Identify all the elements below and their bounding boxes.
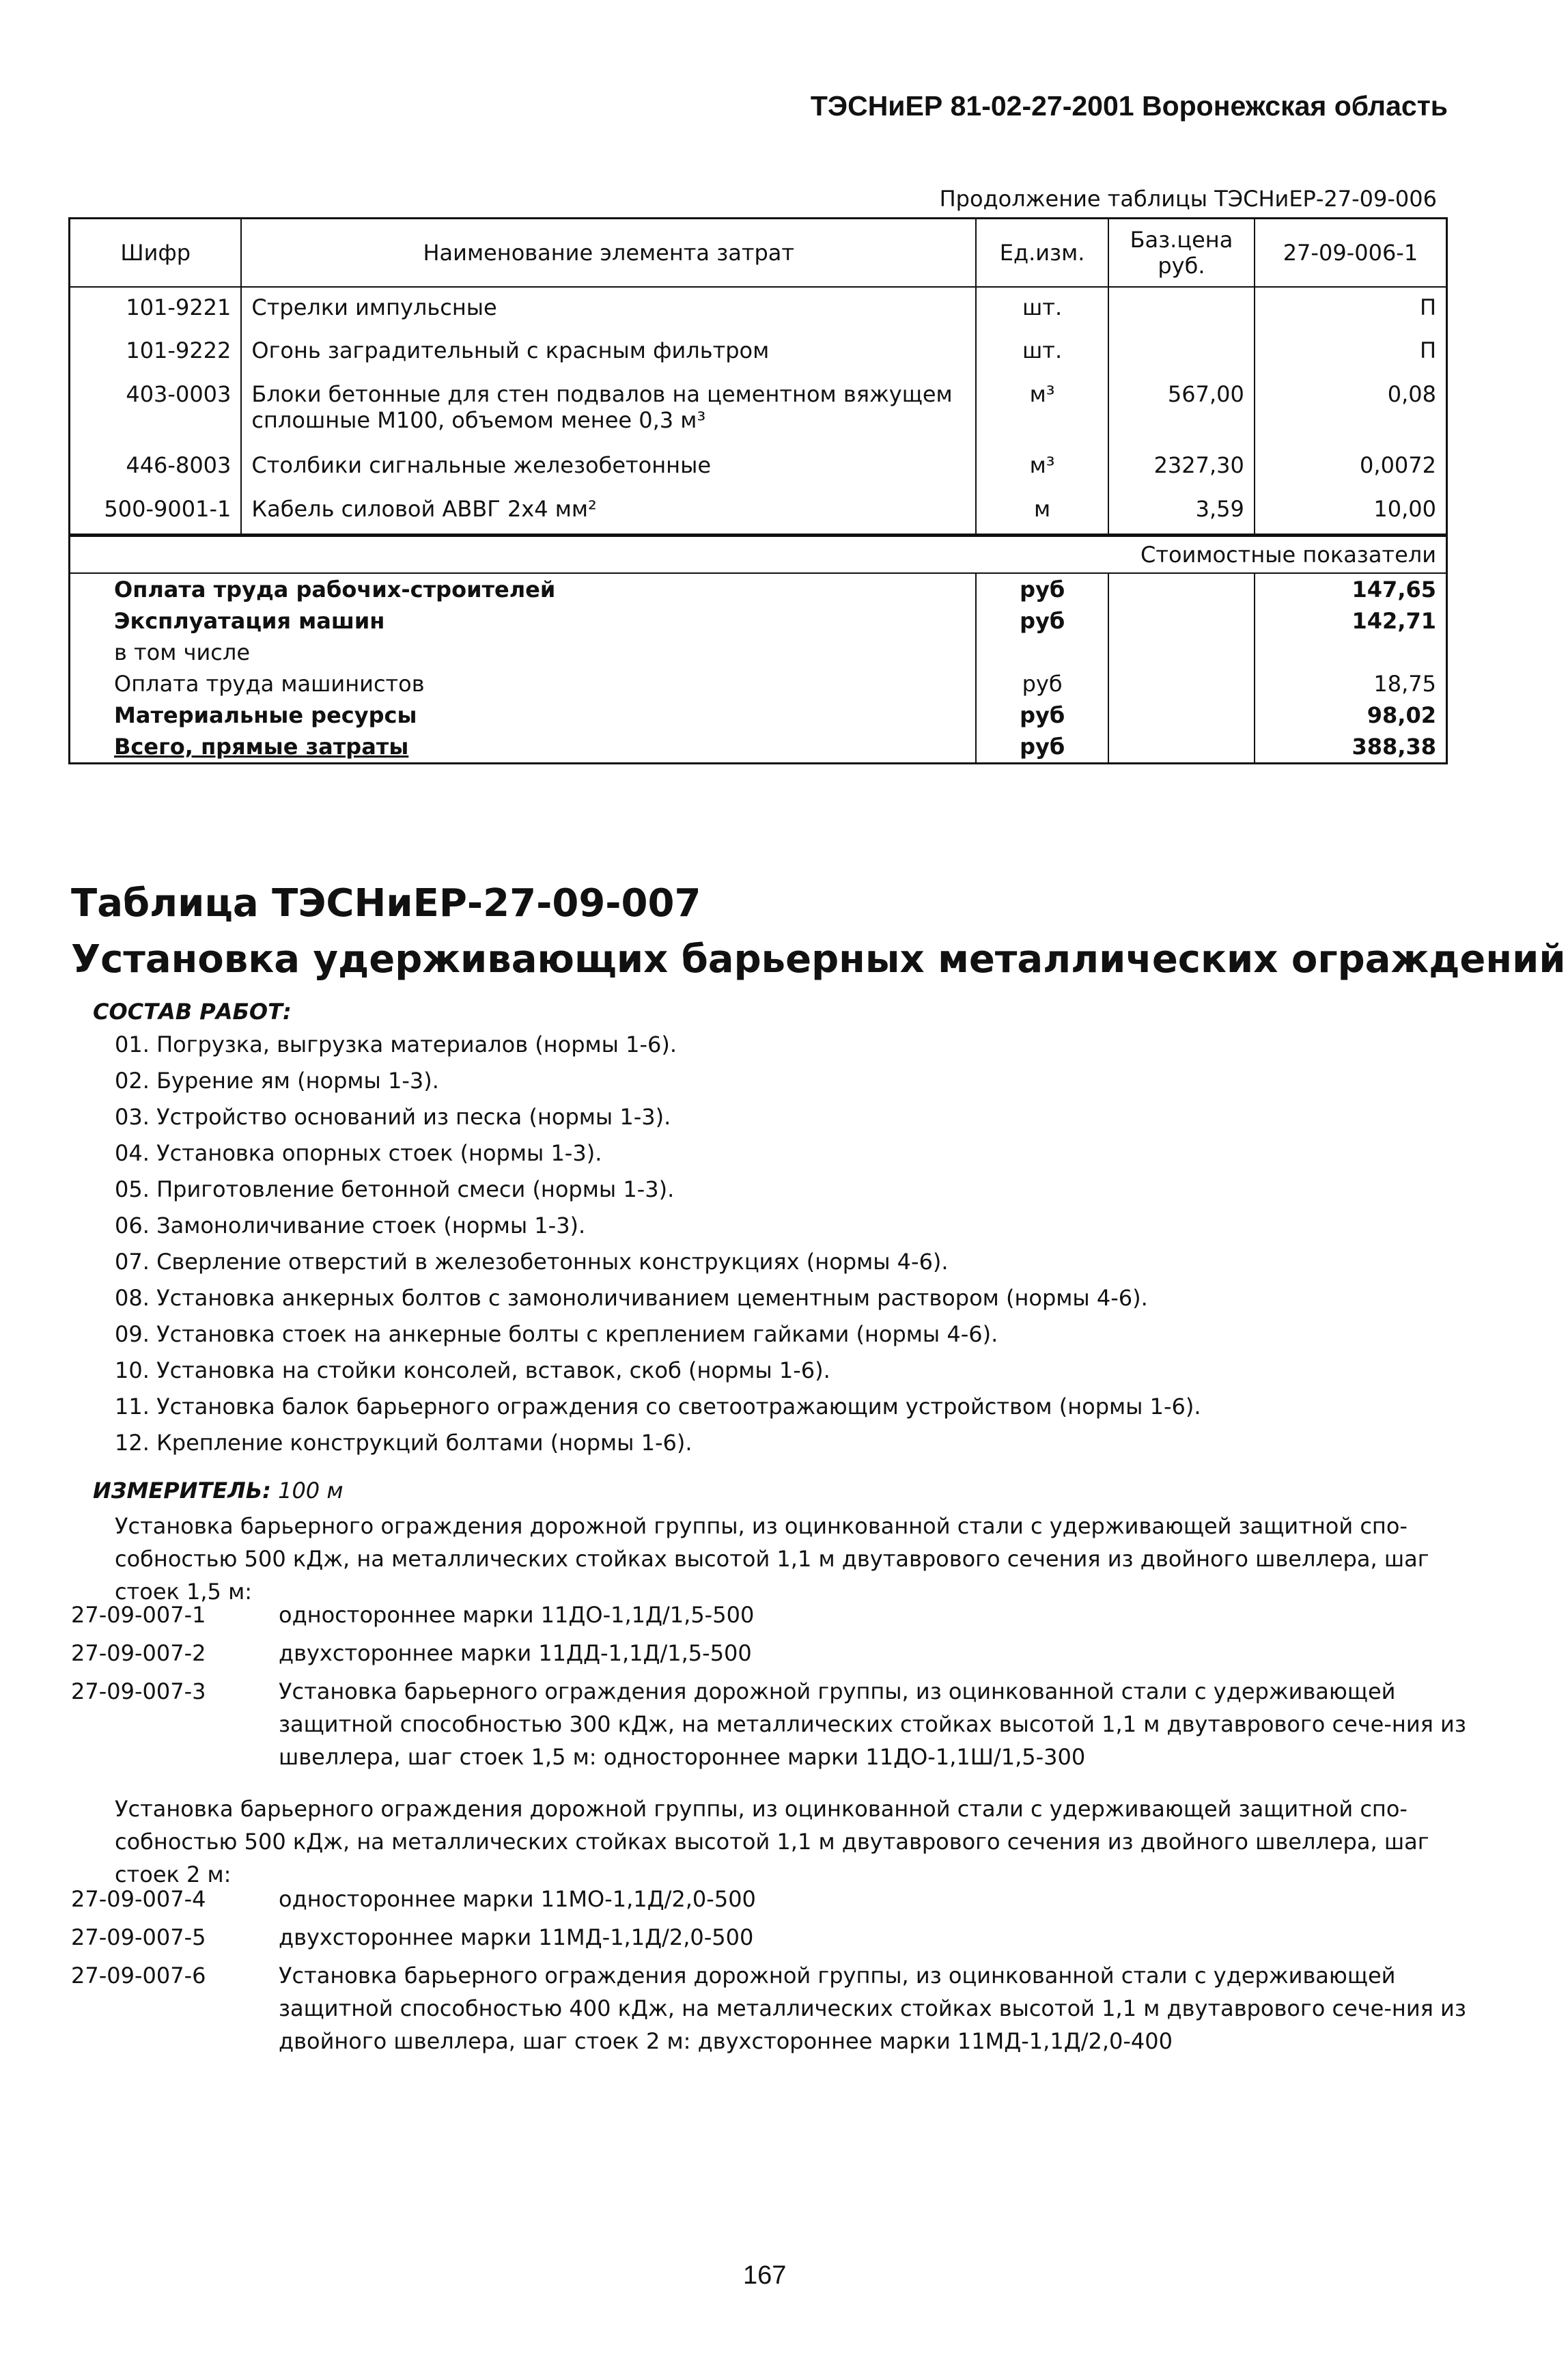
cost-unit: [976, 637, 1108, 668]
norm-code: 27-09-007-5: [71, 1924, 206, 1950]
norm-row: [71, 1883, 1467, 1915]
table-row: [70, 445, 1447, 489]
resource-unit: м³: [976, 445, 1108, 489]
column-header: Шифр: [70, 219, 242, 288]
table-row: [70, 287, 1447, 331]
resource-qty: П: [1255, 287, 1447, 331]
norm-text: Установка барьерного ограждения дорожной группы, из оцинкованной стали с удерживающей защитной способностью 400 кДж, на металлических стойках высотой 1,1 м двутаврового сече-ния из двойного швеллера, шаг стоек 2 м: двухстороннее марки 11МД-1,1Д/2,0-400: [279, 1963, 1466, 2054]
resource-name: Стрелки импульсные: [241, 287, 976, 331]
table-continuation-label: Продолжение таблицы ТЭСНиЕР-27-09-006: [939, 186, 1437, 212]
resource-price: 2327,30: [1108, 445, 1255, 489]
table-header-row: [70, 219, 1447, 288]
cost-row: [70, 731, 1447, 764]
work-item: 10. Установка на стойки консолей, вставок, скоб (нормы 1-6).: [115, 1357, 830, 1383]
resource-table: [68, 217, 1448, 536]
column-header: Наименование элемента затрат: [241, 219, 976, 288]
cost-table: [68, 535, 1448, 764]
norm-row: [71, 1675, 1467, 1773]
cost-row: [70, 668, 1447, 700]
cost-row: [70, 605, 1447, 637]
cost-value: 18,75: [1255, 668, 1447, 700]
work-item: 11. Установка балок барьерного ограждения со светоотражающим устройством (нормы 1-6).: [115, 1394, 1201, 1420]
resource-unit: м: [976, 489, 1108, 534]
cost-label: в том числе: [70, 637, 977, 668]
work-item: 04. Установка опорных стоек (нормы 1-3).: [115, 1140, 602, 1166]
measure-value: 100 м: [278, 1478, 344, 1504]
norm-row: [71, 1598, 1467, 1631]
resource-unit: шт.: [976, 287, 1108, 331]
work-item: 08. Установка анкерных болтов с замоноличиванием цементным раствором (нормы 4-6).: [115, 1285, 1148, 1311]
cost-value: [1255, 637, 1447, 668]
section-title: Установка удерживающих барьерных металлических ограждений: [71, 937, 1566, 982]
norm-code: 27-09-007-1: [71, 1602, 206, 1628]
cost-value: 142,71: [1255, 605, 1447, 637]
column-header: Баз.цена руб.: [1108, 219, 1255, 288]
cost-value: 388,38: [1255, 731, 1447, 764]
column-header: Ед.изм.: [976, 219, 1108, 288]
table-row: [70, 489, 1447, 534]
resource-unit: шт.: [976, 331, 1108, 374]
resource-unit: м³: [976, 374, 1108, 445]
norm-code: 27-09-007-2: [71, 1640, 206, 1666]
cost-row: [70, 700, 1447, 731]
norm-text: двухстороннее марки 11МД-1,1Д/2,0-500: [279, 1924, 754, 1950]
norm-text: Установка барьерного ограждения дорожной группы, из оцинкованной стали с удерживающей защитной способностью 300 кДж, на металлических стойках высотой 1,1 м двутаврового сече-ния из швеллера, шаг стоек 1,5 м: одностороннее марки 11ДО-1,1Ш/1,5-300: [279, 1678, 1466, 1770]
work-item: 05. Приготовление бетонной смеси (нормы 1-3).: [115, 1176, 675, 1202]
cost-header-row: [70, 536, 1447, 574]
cost-row: [70, 573, 1447, 605]
cost-value: 147,65: [1255, 573, 1447, 605]
cost-value: 98,02: [1255, 700, 1447, 731]
resource-qty: П: [1255, 331, 1447, 374]
resource-qty: 10,00: [1255, 489, 1447, 534]
resource-code: 500-9001-1: [70, 489, 242, 534]
measure-line: [93, 1478, 343, 1504]
norm-code: 27-09-007-4: [71, 1886, 206, 1912]
intro-paragraph: Установка барьерного ограждения дорожной группы, из оцинкованной стали с удерживающей защитной спо-собностью 500 кДж, на металлических стойках высотой 1,1 м двутаврового сечения из двойного швеллера, шаг стоек 1,5 м:: [115, 1513, 1429, 1605]
cost-label: Материальные ресурсы: [70, 700, 977, 731]
norm-code: 27-09-007-6: [71, 1963, 206, 1989]
norm-text: одностороннее марки 11ДО-1,1Д/1,5-500: [279, 1602, 755, 1628]
cost-unit: руб: [976, 668, 1108, 700]
table-title: Таблица ТЭСНиЕР-27-09-007: [71, 881, 701, 926]
resource-name: Кабель силовой АВВГ 2х4 мм²: [241, 489, 976, 534]
resource-code: 446-8003: [70, 445, 242, 489]
work-item: 03. Устройство оснований из песка (нормы 1-3).: [115, 1104, 671, 1130]
cost-unit: руб: [976, 573, 1108, 605]
cost-label: Всего, прямые затраты: [70, 731, 977, 764]
cost-label: Эксплуатация машин: [70, 605, 977, 637]
resource-code: 101-9222: [70, 331, 242, 374]
norm-text: двухстороннее марки 11ДД-1,1Д/1,5-500: [279, 1640, 752, 1666]
cost-label: Оплата труда машинистов: [70, 668, 977, 700]
cost-unit: руб: [976, 605, 1108, 637]
work-item: 09. Установка стоек на анкерные болты с креплением гайками (нормы 4-6).: [115, 1321, 998, 1347]
page-number: 167: [743, 2261, 787, 2290]
resource-code: 403-0003: [70, 374, 242, 445]
work-item: 12. Крепление конструкций болтами (нормы 1-6).: [115, 1430, 692, 1456]
norm-row: [71, 1637, 1467, 1670]
page-header: ТЭСНиЕР 81-02-27-2001 Воронежская область: [810, 90, 1448, 122]
resource-price: [1108, 331, 1255, 374]
table-row: [70, 374, 1447, 445]
work-item: 07. Сверление отверстий в железобетонных конструкциях (нормы 4-6).: [115, 1249, 949, 1275]
resource-name: Столбики сигнальные железобетонные: [241, 445, 976, 489]
norm-row: [71, 1921, 1467, 1954]
norm-code: 27-09-007-3: [71, 1678, 206, 1704]
measure-label: ИЗМЕРИТЕЛЬ:: [93, 1478, 271, 1504]
resource-name: Блоки бетонные для стен подвалов на цементном вяжущем сплошные М100, объемом менее 0,3 м³: [241, 374, 976, 445]
work-item: 02. Бурение ям (нормы 1-3).: [115, 1068, 439, 1094]
resource-qty: 0,0072: [1255, 445, 1447, 489]
cost-label: Оплата труда рабочих-строителей: [70, 573, 977, 605]
resource-qty: 0,08: [1255, 374, 1447, 445]
cost-unit: руб: [976, 731, 1108, 764]
table-row: [70, 331, 1447, 374]
works-heading: СОСТАВ РАБОТ:: [93, 999, 292, 1025]
intro-paragraph: Установка барьерного ограждения дорожной группы, из оцинкованной стали с удерживающей защитной спо-собностью 500 кДж, на металлических стойках высотой 1,1 м двутаврового сечения из двойного швеллера, шаг стоек 2 м:: [115, 1796, 1429, 1887]
cost-header: Стоимостные показатели: [1108, 536, 1446, 574]
resource-price: 567,00: [1108, 374, 1255, 445]
cost-row: [70, 637, 1447, 668]
works-list: [115, 1031, 1201, 1466]
resource-price: 3,59: [1108, 489, 1255, 534]
norm-text: одностороннее марки 11МО-1,1Д/2,0-500: [279, 1886, 756, 1912]
work-item: 06. Замоноличивание стоек (нормы 1-3).: [115, 1213, 586, 1238]
resource-price: [1108, 287, 1255, 331]
cost-unit: руб: [976, 700, 1108, 731]
resource-code: 101-9221: [70, 287, 242, 331]
work-item: 01. Погрузка, выгрузка материалов (нормы 1-6).: [115, 1031, 677, 1057]
resource-name: Огонь заградительный с красным фильтром: [241, 331, 976, 374]
norm-row: [71, 1959, 1467, 2058]
column-header: 27-09-006-1: [1255, 219, 1447, 288]
